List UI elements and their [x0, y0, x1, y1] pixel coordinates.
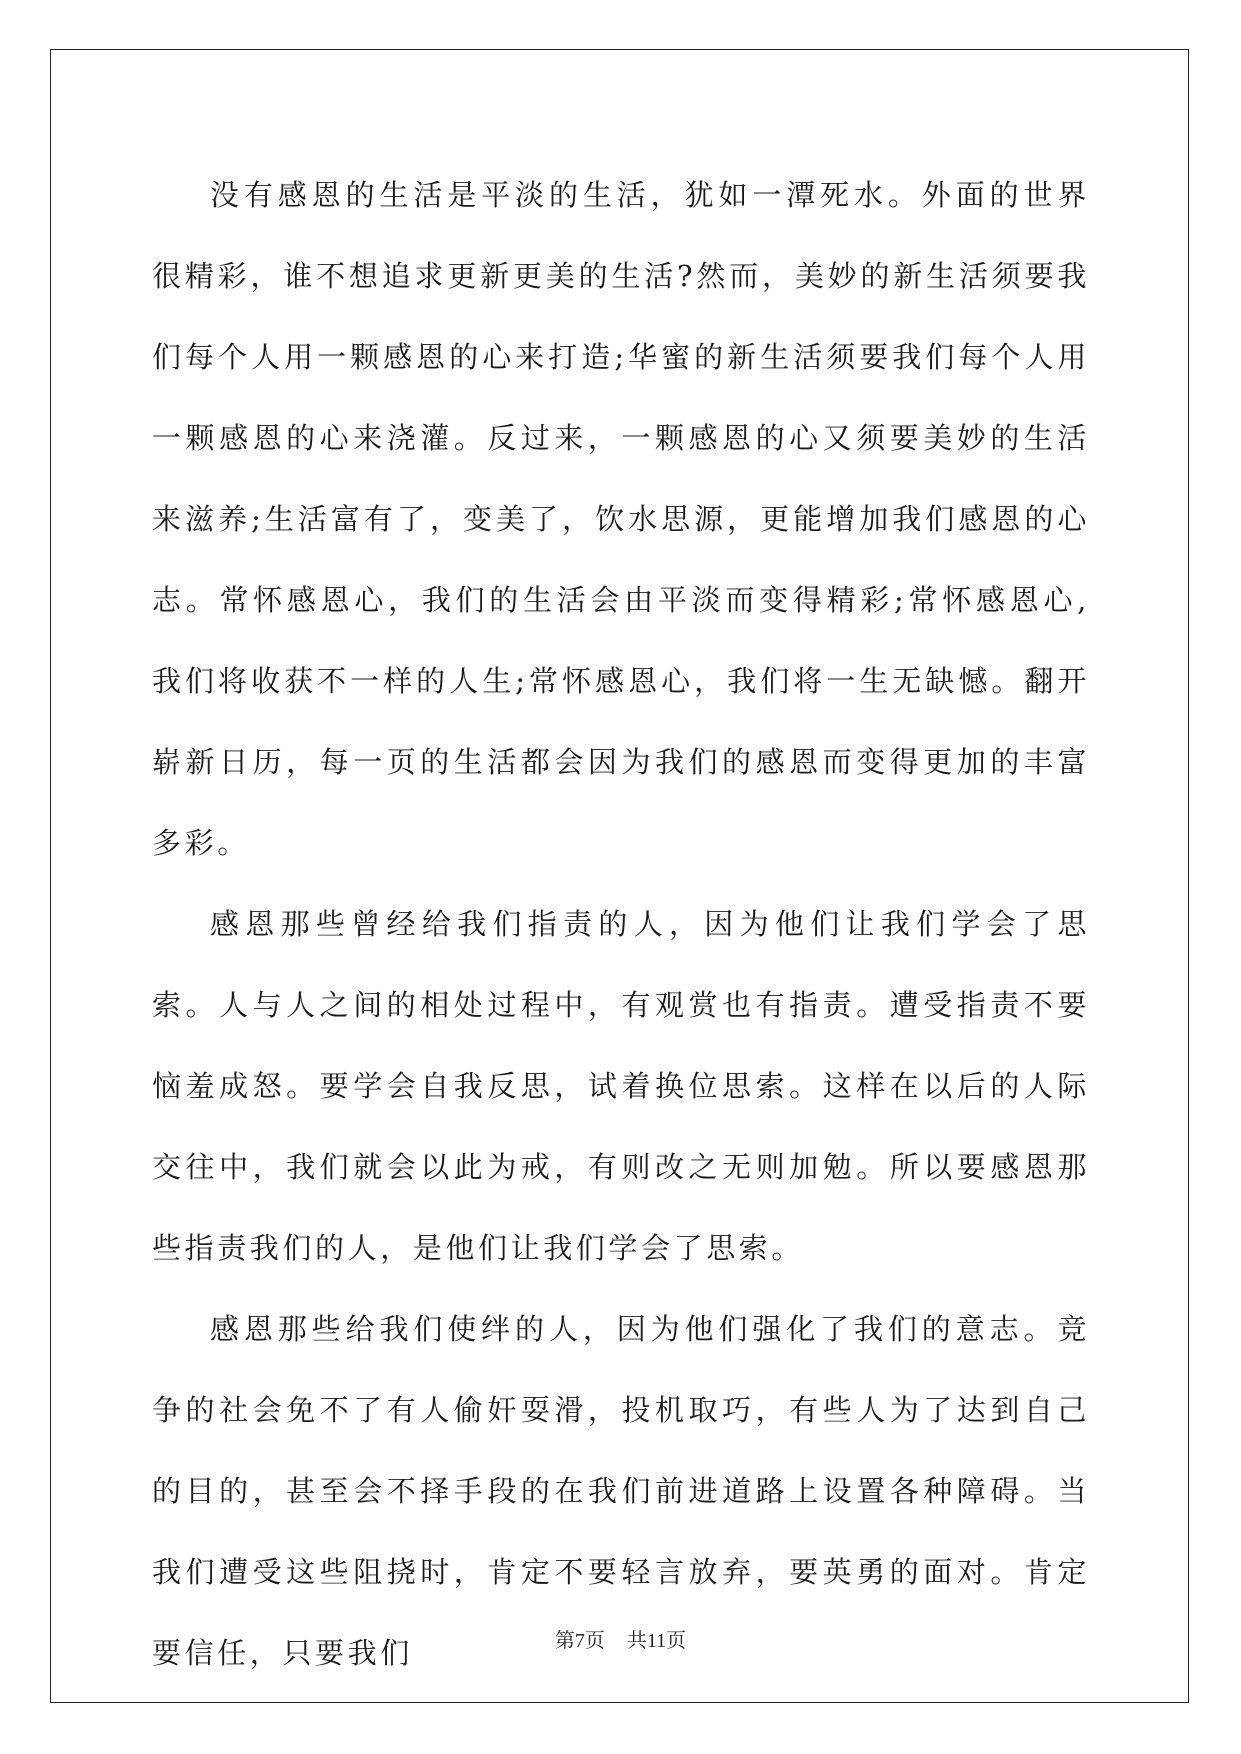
page-total: 共11页 — [626, 1630, 687, 1652]
page-footer — [0, 1624, 1241, 1653]
paragraph: 感恩那些曾经给我们指责的人，因为他们让我们学会了思索。人与人之间的相处过程中，有观赏也有指责。遭受指责不要恼羞成怒。要学会自我反思，试着换位思索。这样在以后的人际交往中，我们就会以此为戒，有则改之无则加勉。所以要感恩那些指责我们的人，是他们让我们学会了思索。 — [152, 907, 1090, 1265]
page-number: 第7页 — [554, 1630, 605, 1652]
paragraph: 没有感恩的生活是平淡的生活，犹如一潭死水。外面的世界很精彩，谁不想追求更新更美的生活?然而，美妙的新生活须要我们每个人用一颗感恩的心来打造;华蜜的新生活须要我们每个人用一颗感恩的心来浇灌。反过来，一颗感恩的心又须要美妙的生活来滋养;生活富有了，变美了，饮水思源，更能增加我们感恩的心志。常怀感恩心，我们的生活会由平淡而变得精彩;常怀感恩心,我们将收获不一样的人生;常怀感恩心，我们将一生无缺憾。翻开崭新日历，每一页的生活都会因为我们的感恩而变得更加的丰富多彩。 — [152, 178, 1090, 860]
paragraph: 感恩那些给我们使绊的人，因为他们强化了我们的意志。竞争的社会免不了有人偷奸耍滑，投机取巧，有些人为了达到自己的目的，甚至会不择手段的在我们前进道路上设置各种障碍。当我们遭受这些阻挠时，肯定不要轻言放弃，要英勇的面对。肯定要信任，只要我们 — [152, 1312, 1090, 1670]
document-body — [152, 155, 1090, 1694]
